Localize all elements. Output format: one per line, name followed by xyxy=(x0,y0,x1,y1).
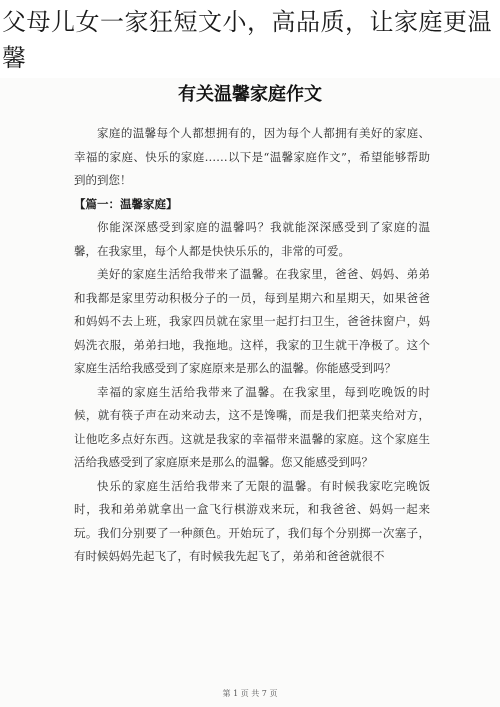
intro-paragraph: 家庭的温馨每个人都想拥有的，因为每个人都拥有美好的家庭、幸福的家庭、快乐的家庭……以下是“温馨家庭作文”，希望能够帮助到的到您！ xyxy=(74,126,430,187)
document-title: 有关温馨家庭作文 xyxy=(178,84,322,105)
body-paragraph: 美好的家庭生活给我带来了温馨。在我家里，爸爸、妈妈、弟弟和我都是家里劳动积极分子的一员，每到星期六和星期天，如果爸爸和妈妈不去上班，我家四员就在家里一起打扫卫生，爸爸抹窗户，妈妈洗衣服，弟弟扫地，我拖地。这样，我家的卫生就干净极了。这个家庭生活给我感受到了家庭原来是那么的温馨。你能感受到吗？ xyxy=(74,267,430,375)
section-heading: 【篇一：温馨家庭】 xyxy=(74,196,178,211)
page-headline: 父母儿女一家狂短文小，高品质，让家庭更温馨 xyxy=(2,8,492,72)
body-paragraph: 你能深深感受到家庭的温馨吗？我就能深深感受到了家庭的温馨，在我家里，每个人都是快快乐乐的，非常的可爱。 xyxy=(74,220,430,258)
body-paragraph: 幸福的家庭生活给我带来了温馨。在我家里，每到吃晚饭的时候，就有筷子声在动来动去，这不是馋嘴，而是我们把菜夹给对方，让他吃多点好东西。这就是我家的幸福带来温馨的家庭。这个家庭生活给我感受到了家庭原来是那么的温馨。您又能感受到吗？ xyxy=(74,384,430,469)
document-body xyxy=(74,122,430,569)
document-page xyxy=(0,78,500,707)
page-number-footer: 第 1 页 共 7 页 xyxy=(222,689,278,698)
body-paragraph: 快乐的家庭生活给我带来了无限的温馨。有时候我家吃完晚饭时，我和弟弟就拿出一盒飞行棋游戏来玩，和我爸爸、妈妈一起来玩。我们分别要了一种颜色。开始玩了，我们每个分别掷一次塞子，有时候妈妈先起飞了，有时候我先起飞了，弟弟和爸爸就很不 xyxy=(74,478,430,563)
